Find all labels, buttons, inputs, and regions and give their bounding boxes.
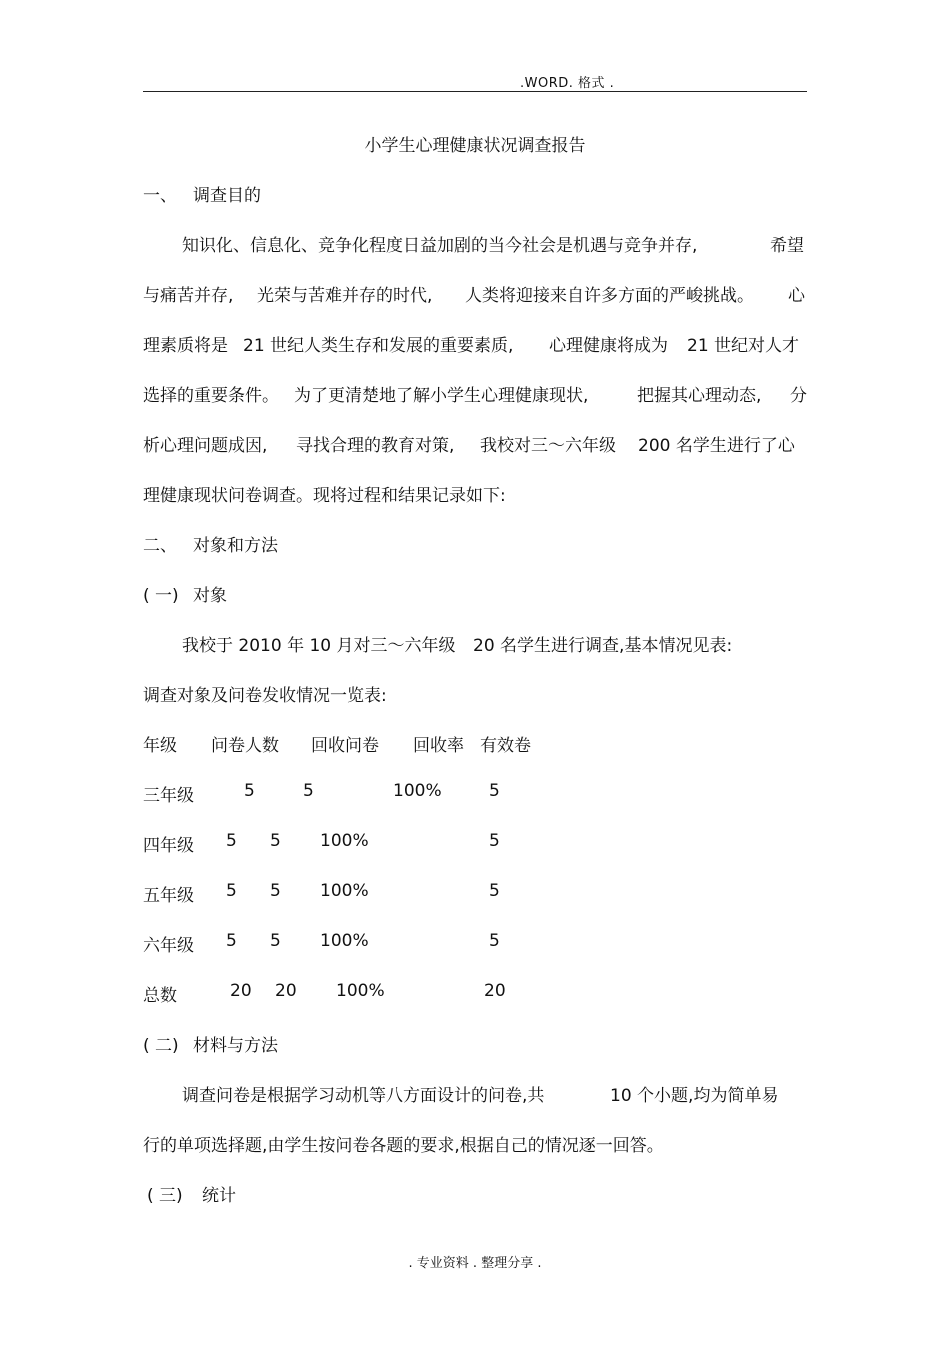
p1-line-1a: 知识化、信息化、竞争化程度日益加剧的当今社会是机遇与竞争并存, <box>182 236 698 256</box>
header-rule <box>143 91 807 92</box>
subsection-2-number: ( 二) <box>143 1036 179 1056</box>
p1-line-2c: 人类将迎接来自许多方面的严峻挑战。 <box>465 286 754 306</box>
p1-line-6: 理健康现状问卷调查。现将过程和结果记录如下: <box>143 486 506 506</box>
table-cell: 5 <box>226 931 237 951</box>
table-cell: 5 <box>270 881 281 901</box>
p1-line-3a: 理素质将是 <box>143 336 228 356</box>
p1-line-5d: 200 名学生进行了心 <box>638 436 795 456</box>
subsection-3-title: 统计 <box>202 1186 236 1206</box>
document-title: 小学生心理健康状况调查报告 <box>364 136 586 156</box>
section-2-title: 对象和方法 <box>193 536 278 556</box>
p3-line-2: 行的单项选择题,由学生按问卷各题的要求,根据自己的情况逐一回答。 <box>143 1136 664 1156</box>
section-1-number: 一、 <box>143 186 177 206</box>
page-footer: . 专业资料 . 整理分享 . <box>408 1256 542 1271</box>
table-cell: 100% <box>393 781 442 801</box>
table-cell: 5 <box>270 831 281 851</box>
p1-line-4c: 把握其心理动态, <box>637 386 762 406</box>
subsection-1-title: 对象 <box>193 586 227 606</box>
p2-part-a: 我校于 2010 年 10 月对三～六年级 <box>182 636 456 656</box>
p1-line-3d: 21 世纪对人才 <box>687 336 800 356</box>
p1-line-4d: 分 <box>790 386 807 406</box>
p1-line-2d: 心 <box>788 286 805 306</box>
table-header-grade: 年级 <box>143 736 177 756</box>
subsection-3-number: ( 三) <box>147 1186 183 1206</box>
table-cell: 四年级 <box>143 836 194 856</box>
table-cell: 5 <box>489 931 500 951</box>
p1-line-3c: 心理健康将成为 <box>549 336 668 356</box>
section-1-title: 调查目的 <box>193 186 261 206</box>
p1-line-5a: 析心理问题成因, <box>143 436 268 456</box>
table-cell: 5 <box>270 931 281 951</box>
p1-line-2a: 与痛苦并存, <box>143 286 234 306</box>
table-cell: 三年级 <box>143 786 194 806</box>
p3-line-1a: 调查问卷是根据学习动机等八方面设计的问卷,共 <box>182 1086 545 1106</box>
table-cell: 总数 <box>143 986 177 1006</box>
p1-line-3b: 21 世纪人类生存和发展的重要素质, <box>243 336 514 356</box>
table-cell: 100% <box>336 981 385 1001</box>
section-2-number: 二、 <box>143 536 177 556</box>
table-cell: 20 <box>484 981 506 1001</box>
table-header-valid: 有效卷 <box>480 736 531 756</box>
table-cell: 20 <box>230 981 252 1001</box>
table-cell: 5 <box>489 831 500 851</box>
subsection-2-title: 材料与方法 <box>193 1036 278 1056</box>
table-header-rate: 回收率 <box>413 736 464 756</box>
p1-line-5c: 我校对三～六年级 <box>480 436 616 456</box>
p1-line-4a: 选择的重要条件。 <box>143 386 279 406</box>
table-cell: 5 <box>226 881 237 901</box>
table-cell: 100% <box>320 831 369 851</box>
table-cell: 5 <box>244 781 255 801</box>
page-header: .WORD. 格式 . <box>520 76 615 91</box>
table-header-count: 问卷人数 <box>211 736 279 756</box>
table-cell: 5 <box>489 881 500 901</box>
p1-line-1b: 希望 <box>770 236 804 256</box>
table-cell: 5 <box>303 781 314 801</box>
p1-line-4b: 为了更清楚地了解小学生心理健康现状, <box>294 386 589 406</box>
table-cell: 五年级 <box>143 886 194 906</box>
table-cell: 5 <box>226 831 237 851</box>
table-caption: 调查对象及问卷发收情况一览表: <box>143 686 387 706</box>
subsection-1-number: ( 一) <box>143 586 179 606</box>
table-cell: 六年级 <box>143 936 194 956</box>
p3-line-1b: 10 个小题,均为简单易 <box>610 1086 779 1106</box>
table-cell: 100% <box>320 931 369 951</box>
p1-line-2b: 光荣与苦难并存的时代, <box>257 286 433 306</box>
p1-line-5b: 寻找合理的教育对策, <box>296 436 455 456</box>
table-header-returned: 回收问卷 <box>311 736 379 756</box>
table-cell: 100% <box>320 881 369 901</box>
table-cell: 20 <box>275 981 297 1001</box>
table-cell: 5 <box>489 781 500 801</box>
p2-part-b: 20 名学生进行调查,基本情况见表: <box>473 636 733 656</box>
